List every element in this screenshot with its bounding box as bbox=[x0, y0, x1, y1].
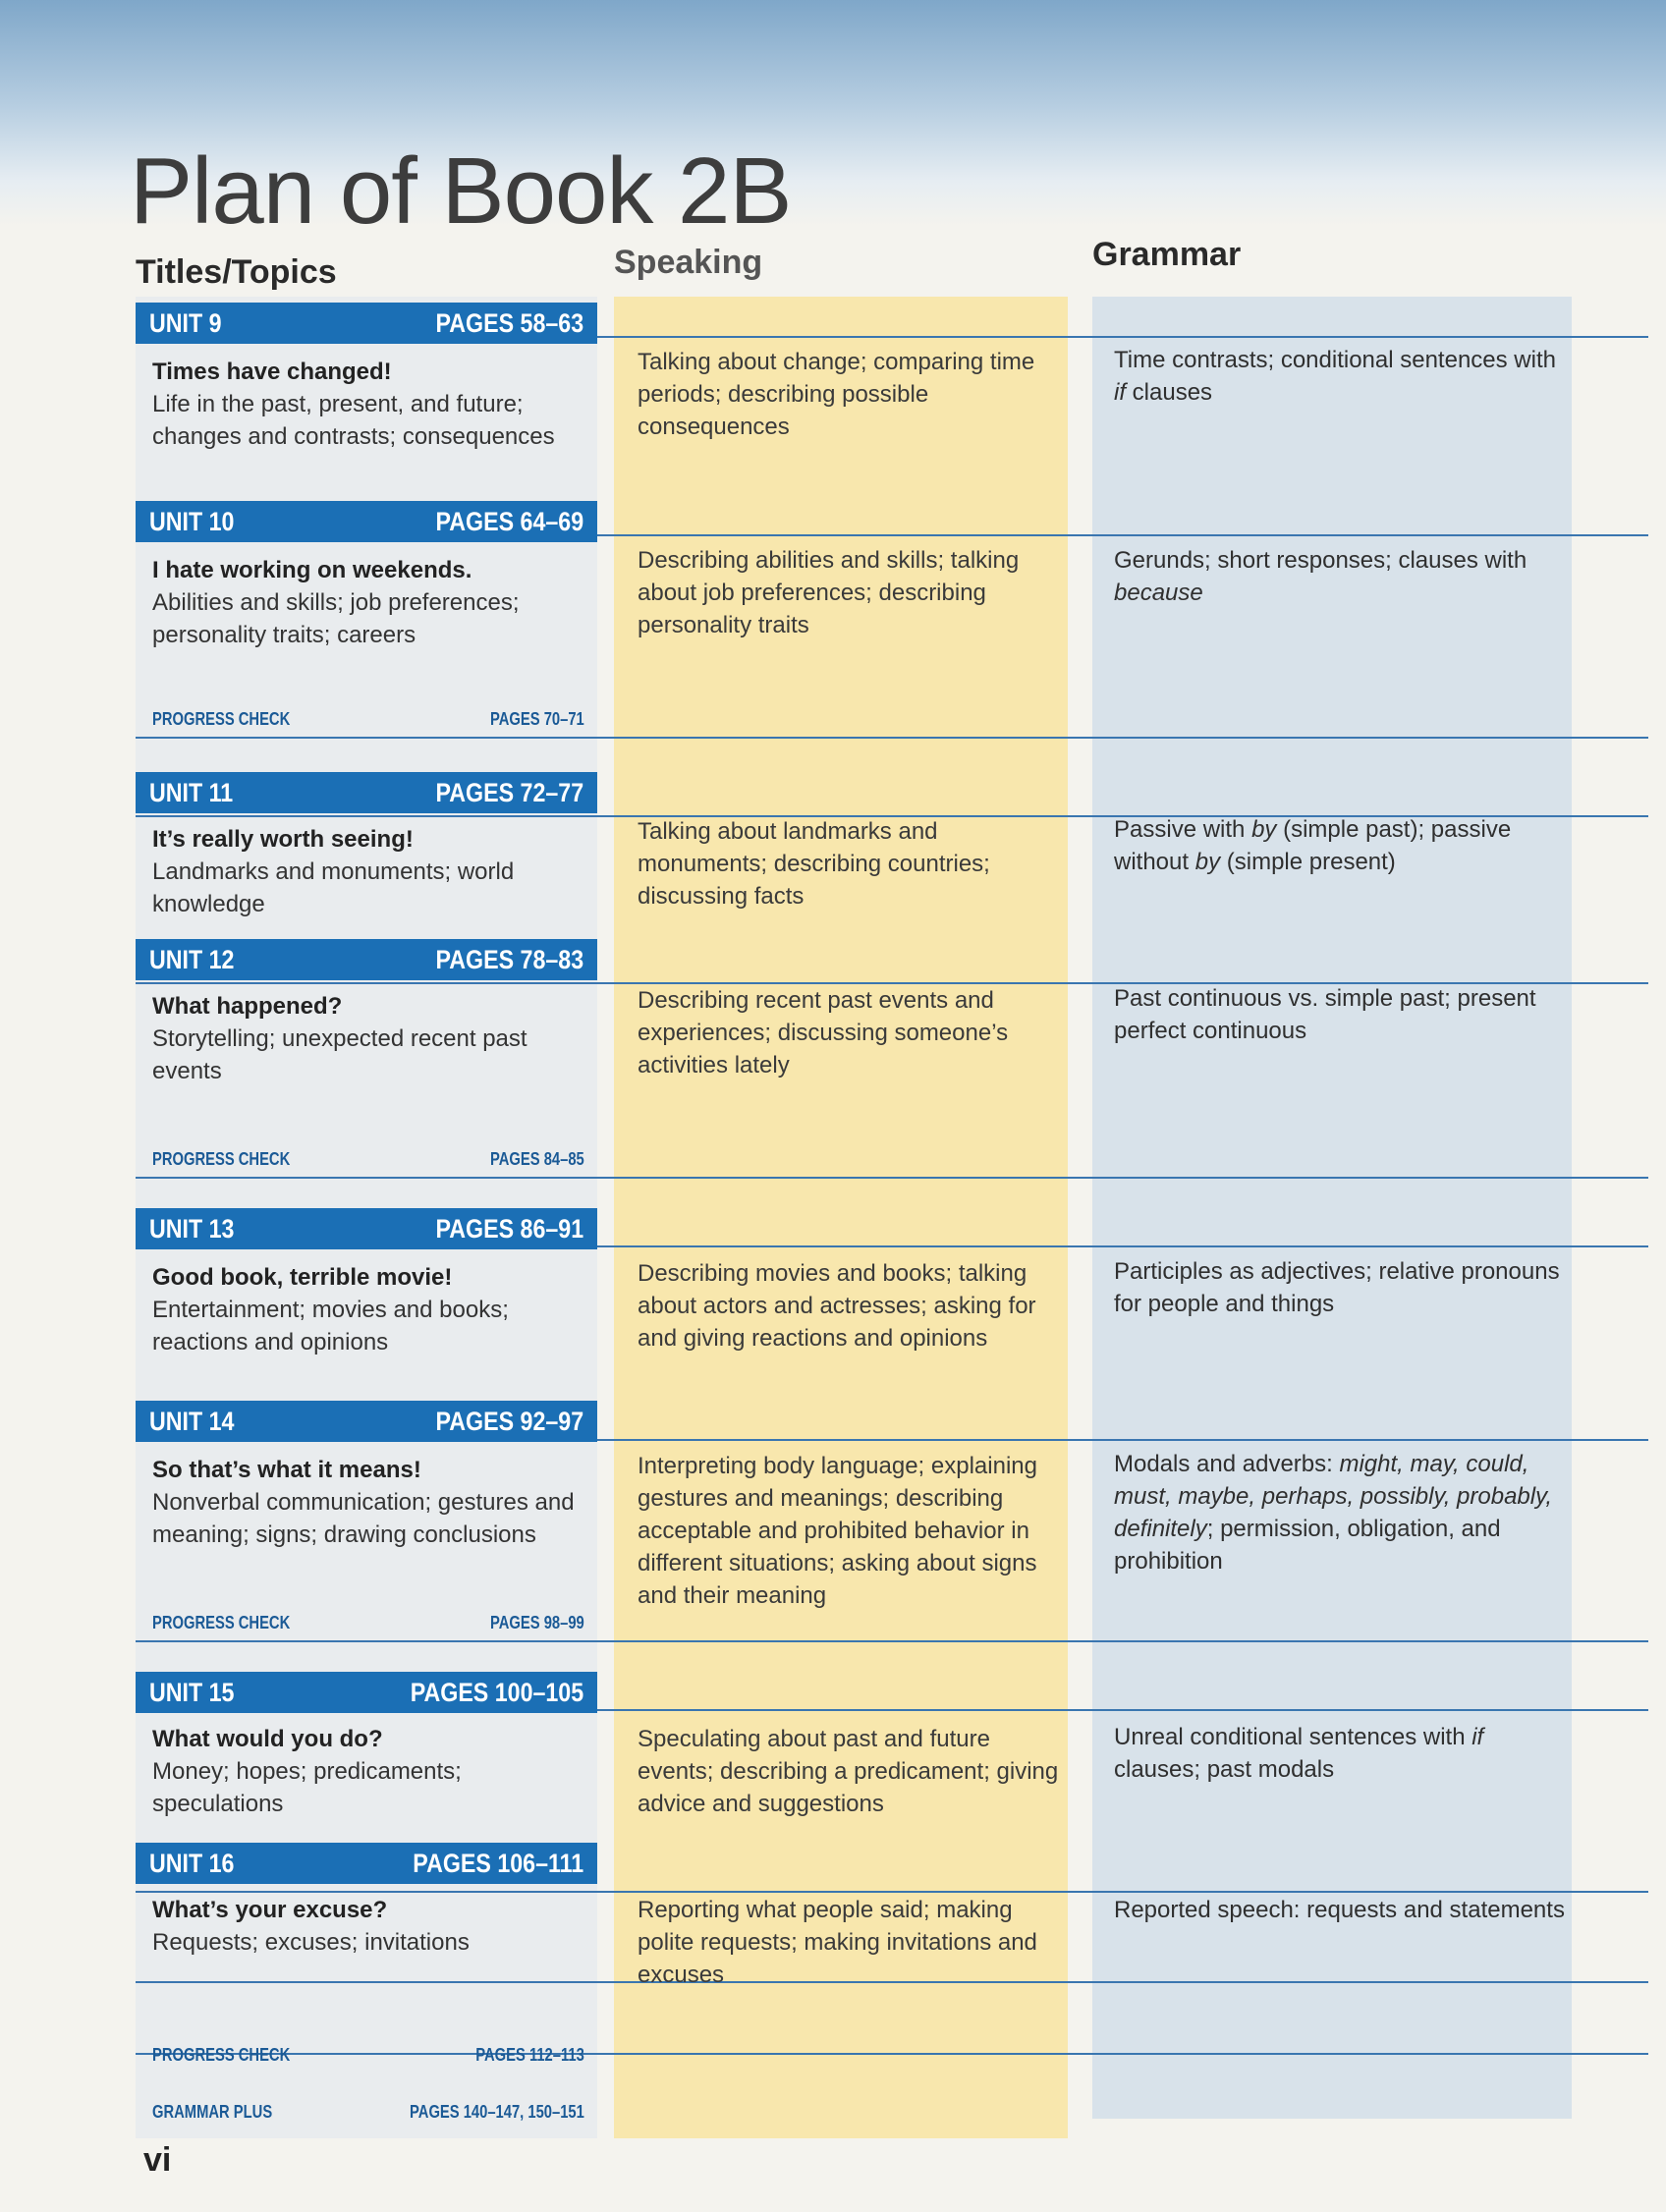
unit-number: UNIT 11 bbox=[149, 777, 234, 807]
unit-11-grammar: Passive with by (simple past); passive without by (simple present) bbox=[1114, 816, 1512, 875]
unit-number: UNIT 9 bbox=[149, 307, 222, 338]
unit-14-grammar: Modals and adverbs: might, may, could, must, maybe, perhaps, possibly, probably, definitely; permission, obligation, and prohibition bbox=[1114, 1451, 1552, 1575]
unit-number: UNIT 15 bbox=[149, 1677, 235, 1707]
unit-pages: PAGES 72–77 bbox=[435, 777, 583, 807]
unit-topics: Nonverbal communication; gestures and meaning; signs; drawing conclusions bbox=[152, 1489, 575, 1548]
column-header-speaking: Speaking bbox=[614, 244, 763, 281]
unit-15-speaking: Speculating about past and future events; describing a predicament; giving advice and suggestions bbox=[638, 1726, 1059, 1817]
progress-check-pages: PAGES 112–113 bbox=[475, 2045, 584, 2065]
unit-number: UNIT 14 bbox=[149, 1406, 235, 1436]
unit-number: UNIT 16 bbox=[149, 1848, 235, 1878]
unit-topics: Life in the past, present, and future; changes and contrasts; consequences bbox=[152, 391, 555, 450]
unit-13-grammar: Participles as adjectives; relative pronouns for people and things bbox=[1114, 1258, 1560, 1317]
progress-check bbox=[152, 2045, 584, 2066]
unit-number: UNIT 12 bbox=[149, 944, 235, 974]
unit-9-topic bbox=[152, 356, 584, 453]
unit-title: What happened? bbox=[152, 993, 343, 1020]
progress-check-pages: PAGES 84–85 bbox=[490, 1149, 584, 1169]
progress-check bbox=[152, 1149, 584, 1170]
page-number: vi bbox=[143, 2141, 172, 2179]
unit-10-topic bbox=[152, 554, 584, 651]
progress-check-pages: PAGES 70–71 bbox=[490, 709, 584, 729]
unit-topics: Landmarks and monuments; world knowledge bbox=[152, 858, 515, 917]
unit-13-speaking: Describing movies and books; talking about actors and actresses; asking for and giving reactions and opinions bbox=[638, 1260, 1036, 1352]
unit-14-speaking: Interpreting body language; explaining gestures and meanings; describing acceptable and prohibited behavior in different situations; asking about signs and their meaning bbox=[638, 1453, 1037, 1609]
unit-9-speaking: Talking about change; comparing time periods; describing possible consequences bbox=[638, 349, 1035, 440]
page bbox=[128, 88, 1601, 2200]
unit-pages: PAGES 78–83 bbox=[435, 944, 583, 974]
unit-title: What would you do? bbox=[152, 1726, 383, 1752]
unit-13-topic bbox=[152, 1261, 584, 1358]
progress-check-label: PROGRESS CHECK bbox=[152, 1613, 291, 1632]
unit-16-grammar: Reported speech: requests and statements bbox=[1114, 1897, 1565, 1923]
column-header-titles: Titles/Topics bbox=[136, 253, 337, 291]
unit-12-speaking: Describing recent past events and experiences; discussing someone’s activities lately bbox=[638, 987, 1009, 1078]
unit-9-grammar: Time contrasts; conditional sentences with if clauses bbox=[1114, 347, 1556, 406]
unit-topics: Abilities and skills; job preferences; personality traits; careers bbox=[152, 589, 520, 648]
unit-9-header bbox=[136, 303, 597, 344]
progress-check-pages: PAGES 98–99 bbox=[490, 1613, 584, 1632]
unit-12-header bbox=[136, 939, 597, 980]
unit-title: I hate working on weekends. bbox=[152, 557, 472, 583]
unit-16-topic bbox=[152, 1894, 584, 1959]
unit-11-speaking: Talking about landmarks and monuments; describing countries; discussing facts bbox=[638, 818, 990, 910]
unit-topics: Requests; excuses; invitations bbox=[152, 1929, 470, 1956]
unit-12-topic bbox=[152, 990, 584, 1087]
unit-pages: PAGES 64–69 bbox=[435, 506, 583, 536]
row-divider bbox=[136, 1177, 1648, 1179]
unit-14-topic bbox=[152, 1454, 584, 1551]
row-divider bbox=[136, 737, 1648, 739]
unit-10-header bbox=[136, 501, 597, 542]
progress-check-label: PROGRESS CHECK bbox=[152, 709, 291, 729]
unit-title: Times have changed! bbox=[152, 359, 392, 385]
unit-11-topic bbox=[152, 823, 584, 920]
grammar-plus bbox=[152, 2102, 584, 2123]
row-divider bbox=[136, 1640, 1648, 1642]
grammar-plus-label: GRAMMAR PLUS bbox=[152, 2102, 273, 2122]
progress-check bbox=[152, 1613, 584, 1633]
unit-12-grammar: Past continuous vs. simple past; present perfect continuous bbox=[1114, 985, 1536, 1044]
unit-topics: Money; hopes; predicaments; speculations bbox=[152, 1758, 462, 1817]
unit-title: It’s really worth seeing! bbox=[152, 826, 414, 853]
unit-topics: Storytelling; unexpected recent past events bbox=[152, 1025, 528, 1084]
unit-16-speaking: Reporting what people said; making polite requests; making invitations and excuses bbox=[638, 1897, 1037, 1988]
unit-pages: PAGES 58–63 bbox=[435, 307, 583, 338]
unit-14-header bbox=[136, 1401, 597, 1442]
unit-number: UNIT 10 bbox=[149, 506, 235, 536]
unit-16-header bbox=[136, 1843, 597, 1884]
progress-check-label: PROGRESS CHECK bbox=[152, 1149, 291, 1169]
unit-title: So that’s what it means! bbox=[152, 1457, 421, 1483]
unit-15-header bbox=[136, 1672, 597, 1713]
unit-title: What’s your excuse? bbox=[152, 1897, 388, 1923]
unit-pages: PAGES 86–91 bbox=[435, 1213, 583, 1244]
unit-title: Good book, terrible movie! bbox=[152, 1264, 453, 1291]
unit-number: UNIT 13 bbox=[149, 1213, 235, 1244]
grammar-plus-pages: PAGES 140–147, 150–151 bbox=[410, 2102, 584, 2122]
unit-pages: PAGES 100–105 bbox=[410, 1677, 583, 1707]
unit-10-grammar: Gerunds; short responses; clauses with because bbox=[1114, 547, 1527, 606]
column-header-grammar: Grammar bbox=[1092, 236, 1242, 273]
unit-10-speaking: Describing abilities and skills; talking about job preferences; describing personality traits bbox=[638, 547, 1020, 638]
unit-topics: Entertainment; movies and books; reactions and opinions bbox=[152, 1297, 509, 1355]
unit-15-topic bbox=[152, 1723, 584, 1820]
page-title: Plan of Book 2B bbox=[130, 138, 792, 244]
row-divider bbox=[136, 1891, 1648, 1893]
unit-11-header bbox=[136, 772, 597, 813]
unit-15-grammar: Unreal conditional sentences with if clauses; past modals bbox=[1114, 1724, 1484, 1783]
unit-13-header bbox=[136, 1208, 597, 1249]
unit-pages: PAGES 92–97 bbox=[435, 1406, 583, 1436]
progress-check-label: PROGRESS CHECK bbox=[152, 2045, 291, 2065]
unit-pages: PAGES 106–111 bbox=[413, 1848, 583, 1878]
progress-check bbox=[152, 709, 584, 730]
